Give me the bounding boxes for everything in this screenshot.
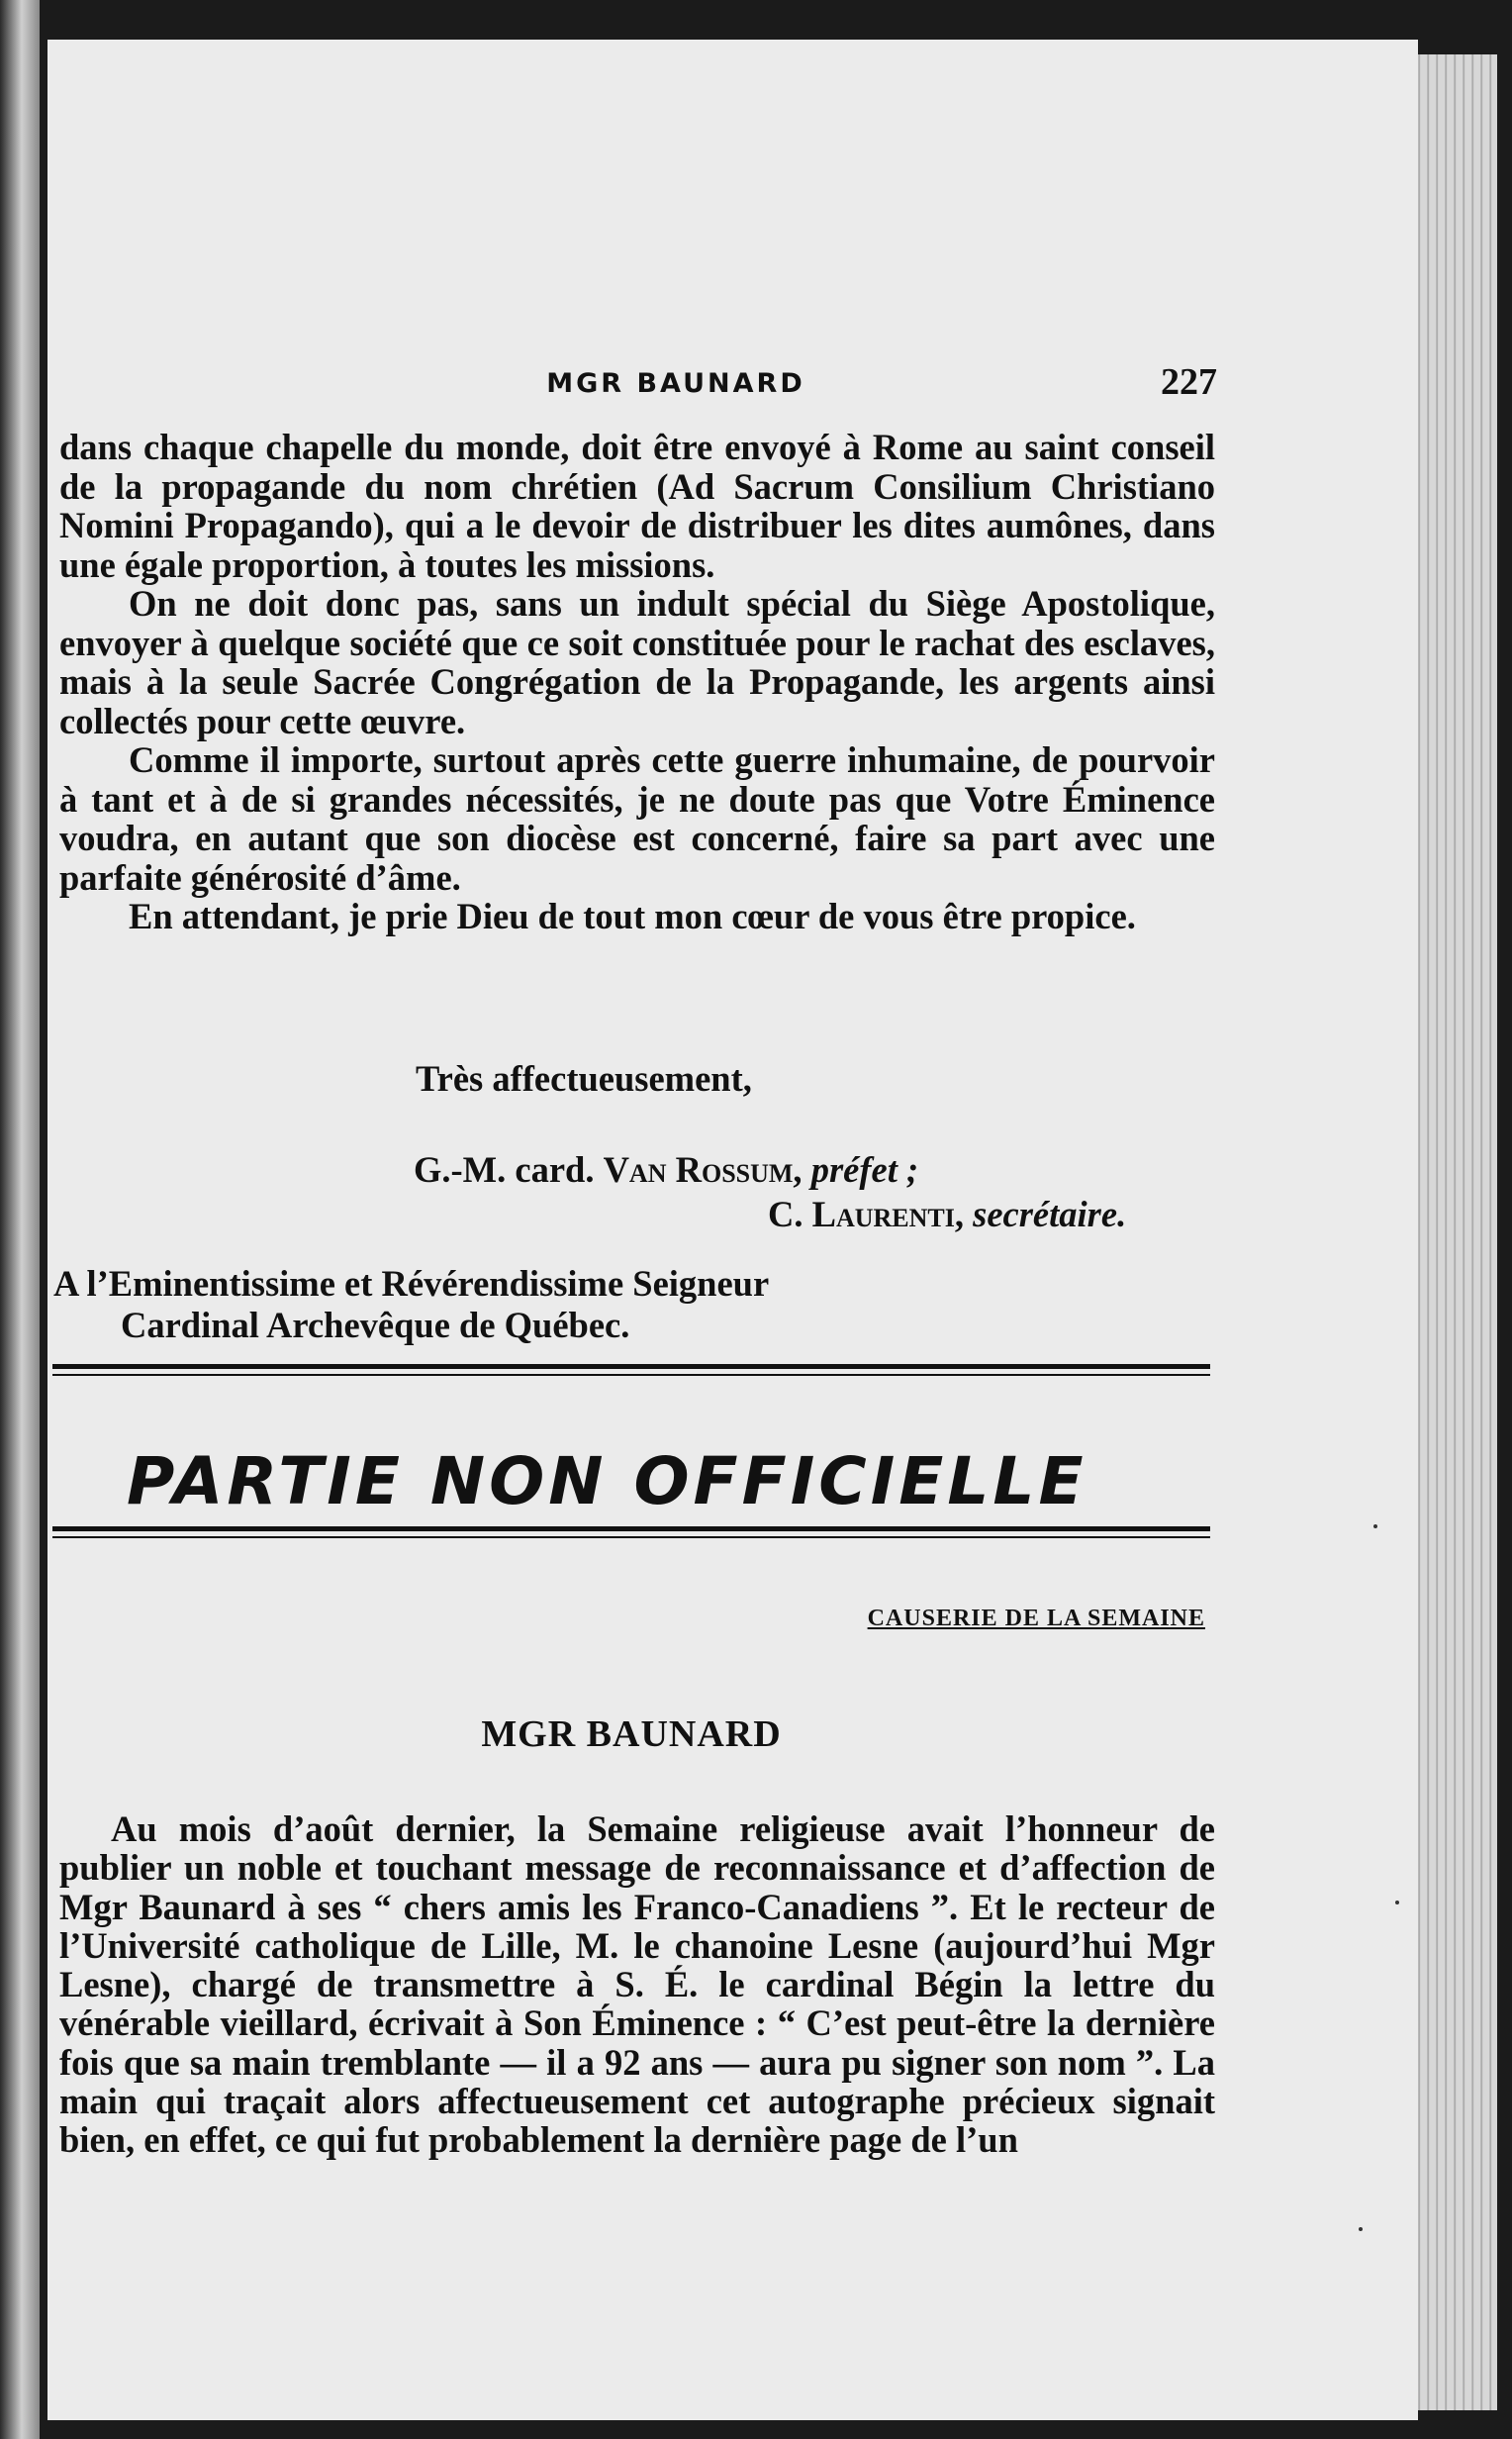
signature-title: préfet ; <box>802 1149 919 1190</box>
section-rule-top <box>52 1364 1210 1376</box>
dust-speck <box>1359 2227 1363 2231</box>
binding-edge <box>0 0 40 2439</box>
book-page <box>47 40 1418 2420</box>
letter-body <box>59 428 1215 936</box>
addressee-line: A l’Eminentissime et Révérendissime Seigneur <box>53 1263 770 1304</box>
signature-name: Van Rossum, <box>603 1149 803 1190</box>
letter-paragraph: En attendant, je prie Dieu de tout mon cœur de vous être propice. <box>129 896 1136 936</box>
article-body <box>59 1809 1215 2160</box>
letter-closing: Très affectueusement, <box>416 1058 752 1099</box>
dust-speck <box>1373 1524 1377 1528</box>
signature-name: Laurenti, <box>811 1194 964 1234</box>
article-paragraph: Au mois d’août dernier, la Semaine religieuse avait l’honneur de publier un noble et touchant message de reconnaissance et d’affection de Mgr Baunard à ses “ chers amis les Franco-Canadiens ”. Et le recteur de l’Université catholique de Lille, M. le chanoine Lesne (aujourd’hui Mgr Lesne), chargé de transmettre à S. É. le cardinal Bégin la lettre du vénérable vieillard, écrivait à Son Éminence : “ C’est peut-être la dernière fois que sa main tremblante — il a 92 ans — aura pu signer son nom ”. La main qui traçait alors affectueusement cet autographe précieux signait bien, en effet, ce qui fut probablement la dernière page de l’un <box>59 1808 1215 2161</box>
section-banner: PARTIE NON OFFICIELLE <box>127 1443 1087 1519</box>
page-number: 227 <box>1161 361 1217 403</box>
signature-secretary <box>768 1193 1126 1235</box>
signature-prefix: G.-M. card. <box>414 1149 604 1190</box>
article-title: MGR BAUNARD <box>481 1713 782 1755</box>
column-label: CAUSERIE DE LA SEMAINE <box>867 1606 1205 1631</box>
signature-title: secrétaire. <box>964 1194 1127 1234</box>
running-head: MGR BAUNARD <box>546 368 805 399</box>
addressee-line: Cardinal Archevêque de Québec. <box>121 1305 630 1345</box>
letter-paragraph: On ne doit donc pas, sans un indult spécial du Siège Apostolique, envoyer à quelque société que ce soit constituée pour le rachat des esclaves, mais à la seule Sacrée Congrégation de la Propagande, les argents ainsi collectés pour cette œuvre. <box>59 583 1215 741</box>
signature-prefect <box>414 1148 918 1191</box>
letter-paragraph: Comme il importe, surtout après cette guerre inhumaine, de pourvoir à tant et à de si grandes nécessités, je ne doute pas que Votre Éminence voudra, en autant que son diocèse est concerné, faire sa part avec une parfaite générosité d’âme. <box>59 739 1215 898</box>
section-rule-bottom <box>52 1526 1210 1538</box>
signature-prefix: C. <box>768 1194 812 1234</box>
letter-paragraph: dans chaque chapelle du monde, doit être envoyé à Rome au saint conseil de la propagande du nom chrétien (Ad Sacrum Consilium Christiano Nomini Propagando), qui a le devoir de distribuer les dites aumônes, dans une égale proportion, à toutes les missions. <box>59 427 1215 585</box>
letter-addressee <box>53 1263 769 1346</box>
dust-speck <box>1395 1901 1399 1904</box>
